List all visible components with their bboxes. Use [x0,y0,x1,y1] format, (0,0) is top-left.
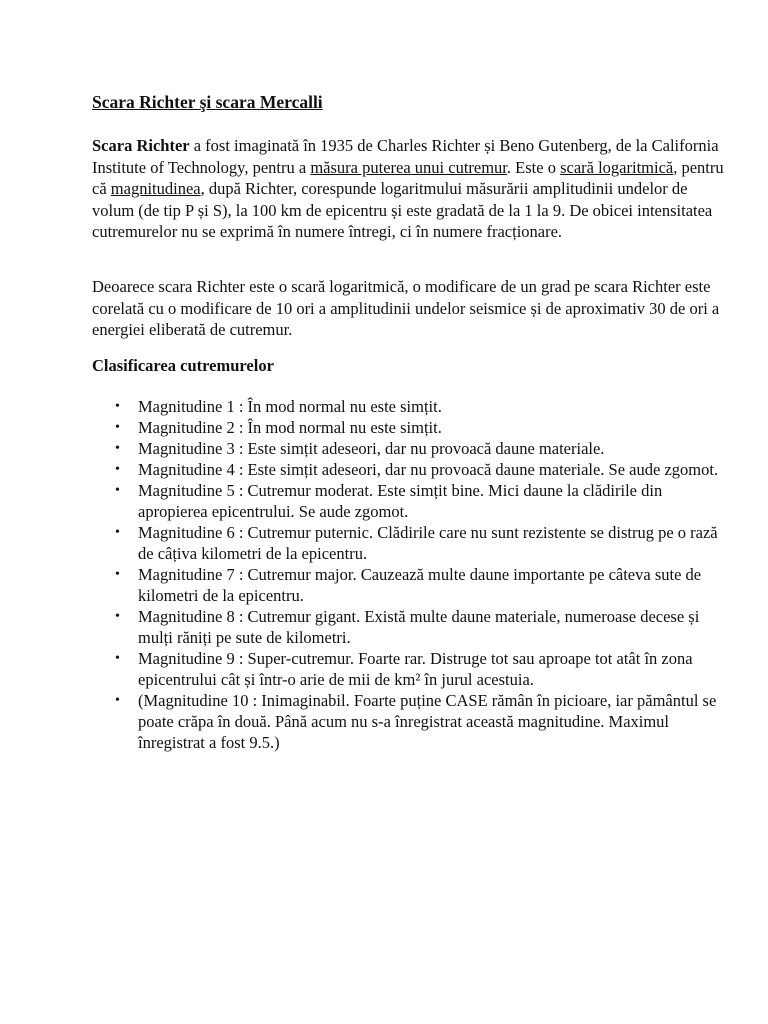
bullet-icon: • [115,462,120,477]
scale-explanation-paragraph: Deoarece scara Richter este o scară logaritmică, o modificare de un grad pe scara Richter este corelată cu o modificare de 10 ori a amplitudinii undelor seismice și de aproximativ 30 de ori a energiei eliberată de cutremur. [92,277,720,339]
intro-text-4: , după Richter, corespunde logaritmului măsurării amplitudinii undelor de volum (de tip P și S), la 100 km de epicentru și este gradată de la 1 la 9. De obicei intensitatea cutremurelor nu se exprimă în numere întregi, ci în numere fracționare. [92,179,713,241]
link-magnitude[interactable]: magnitudinea [110,179,201,198]
list-item-magnitude-1 [92,396,732,417]
list-item-text: Magnitudine 9 : Super-cutremur. Foarte rar. Distruge tot sau aproape tot atât în zona epicentrului cât și într-o arie de mii de km² în jurul acestuia. [138,649,693,689]
intro-text-3: , pentru că [92,157,724,198]
list-item-magnitude-2 [92,417,732,438]
list-item-text: Magnitudine 2 : În mod normal nu este simțit. [138,418,442,437]
bullet-icon: • [115,399,120,414]
bullet-icon: • [115,420,120,435]
list-item-text: Magnitudine 4 : Este simțit adeseori, dar nu provoacă daune materiale. Se aude zgomot. [138,460,719,479]
list-item-magnitude-4 [92,459,732,480]
list-item-magnitude-9 [92,648,732,690]
link-measure-earthquake[interactable]: măsura puterea unui cutremur [310,157,507,177]
bullet-icon: • [115,651,120,666]
list-item-magnitude-7 [92,564,732,606]
list-item-text: Magnitudine 5 : Cutremur moderat. Este simțit bine. Mici daune la clădirile din apropierea epicentrului. Se aude zgomot. [138,481,663,521]
list-item-text: Magnitudine 7 : Cutremur major. Cauzează multe daune importante pe câteva sute de kilometri de la epicentru. [138,565,702,605]
document-title: Scara Richter şi scara Mercalli [92,92,323,112]
bullet-icon: • [115,567,120,582]
intro-paragraph [92,135,732,243]
list-item-magnitude-10 [92,690,732,753]
list-item-magnitude-5 [92,480,732,522]
bullet-icon: • [115,609,120,624]
bullet-icon: • [115,441,120,456]
list-item-text: (Magnitudine 10 : Inimaginabil. Foarte puține CASE rămân în picioare, iar pământul se poate crăpa în două. Până acum nu s-a înregistrat această magnitudine. Maximul înregistrat a fost 9.5.) [138,691,717,752]
bullet-icon: • [115,483,120,498]
bullet-icon: • [115,525,120,540]
list-item-magnitude-6 [92,522,732,564]
list-item-magnitude-8 [92,606,732,648]
list-item-text: Magnitudine 6 : Cutremur puternic. Clădirile care nu sunt rezistente se distrug pe o rază de câțiva kilometri de la epicentru. [138,523,718,563]
link-logarithmic-scale[interactable]: scară logaritmică [560,157,674,177]
magnitude-list [92,396,732,753]
list-item-text: Magnitudine 3 : Este simțit adeseori, dar nu provoacă daune materiale. [138,439,605,458]
intro-bold-lead: Scara Richter [92,136,190,155]
bullet-icon: • [115,693,120,708]
intro-text-1: a fost imaginată în 1935 de Charles Richter și Beno Gutenberg, de la California Institute of Technology, pentru a [92,136,719,177]
list-item-text: Magnitudine 1 : În mod normal nu este simțit. [138,397,442,416]
intro-text-2: . Este o [506,157,561,177]
list-item-text: Magnitudine 8 : Cutremur gigant. Există multe daune materiale, numeroase decese și mulți răniți pe sute de kilometri. [138,607,700,647]
list-item-magnitude-3 [92,438,732,459]
classification-heading: Clasificarea cutremurelor [92,356,274,375]
